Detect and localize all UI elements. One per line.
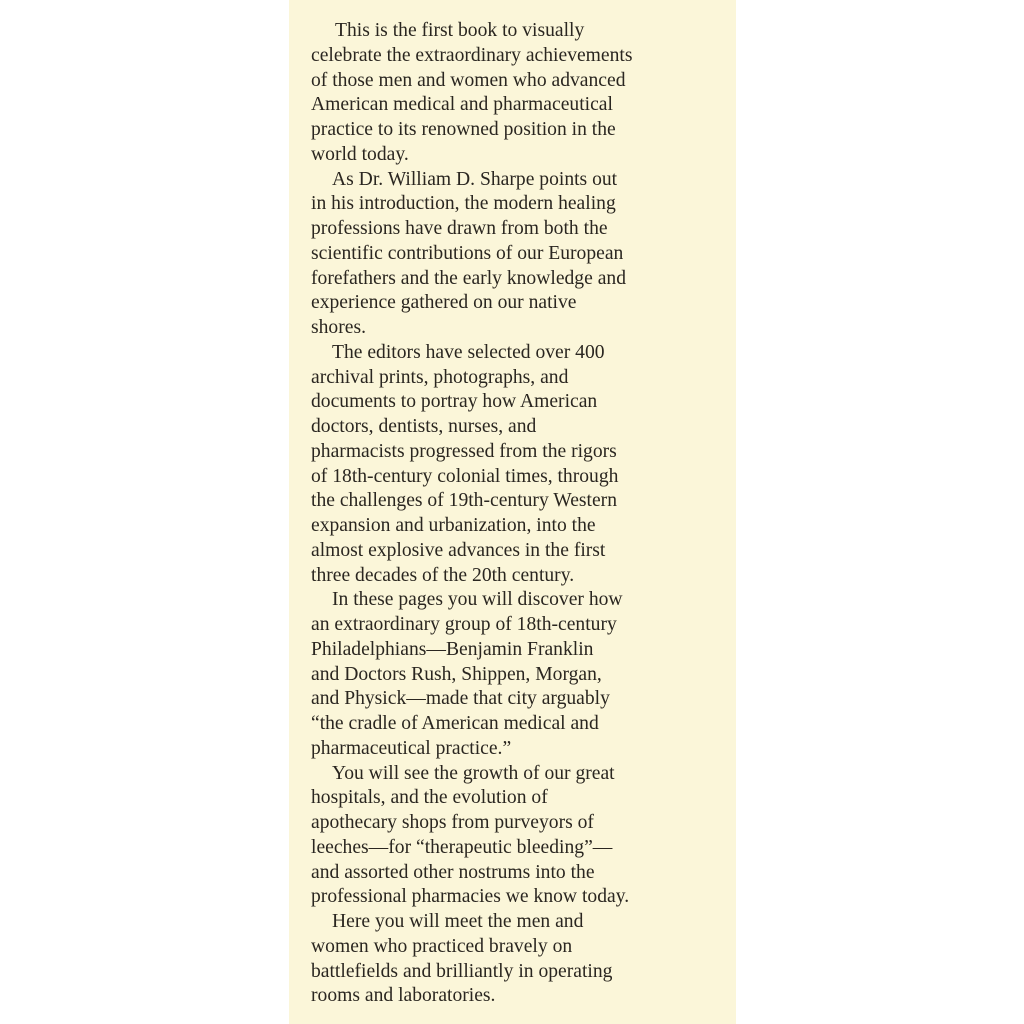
text-line: pharmaceutical practice.” <box>311 737 512 759</box>
text-line: rooms and laboratories. <box>311 985 496 1007</box>
flap-text-column <box>311 19 731 1009</box>
text-line: hospitals, and the evolution of <box>311 787 548 809</box>
text-line: In these pages you will discover how <box>332 589 623 611</box>
text-line: and assorted other nostrums into the <box>311 861 595 883</box>
text-line: women who practiced bravely on <box>311 935 573 957</box>
text-line: archival prints, photographs, and <box>311 366 569 388</box>
paragraph-editors <box>311 341 731 589</box>
paragraph-battlefields <box>311 910 731 1009</box>
text-line: professional pharmacies we know today. <box>311 886 630 908</box>
text-line: “the cradle of American medical and <box>311 713 599 734</box>
text-line: and Physick—made that city arguably <box>311 688 610 710</box>
text-line: You will see the growth of our great <box>332 762 615 784</box>
text-line: of 18th-century colonial times, through <box>311 465 619 487</box>
paragraph-sharpe <box>311 168 731 341</box>
text-line: and Doctors Rush, Shippen, Morgan, <box>311 663 602 685</box>
text-line: celebrate the extraordinary achievements <box>311 44 633 66</box>
text-line: world today. <box>311 143 409 165</box>
text-line: the challenges of 19th-century Western <box>311 490 618 512</box>
text-line: Philadelphians—Benjamin Franklin <box>311 638 594 660</box>
text-line: practice to its renowned position in the <box>311 119 616 140</box>
text-line: shores. <box>311 317 366 338</box>
text-line: scientific contributions of our European <box>311 242 624 264</box>
text-line: three decades of the 20th century. <box>311 564 575 586</box>
text-line: almost explosive advances in the first <box>311 539 606 561</box>
text-line: forefathers and the early knowledge and <box>311 267 626 289</box>
text-line: apothecary shops from purveyors of <box>311 812 594 833</box>
text-line: doctors, dentists, nurses, and <box>311 416 537 437</box>
paragraph-intro <box>311 19 731 168</box>
text-line: experience gathered on our native <box>311 292 577 314</box>
paragraph-philadelphians <box>311 588 731 761</box>
text-line: in his introduction, the modern healing <box>311 193 616 215</box>
text-line: This is the first book to visually <box>335 20 585 41</box>
text-line: documents to portray how American <box>311 391 598 413</box>
text-line: American medical and pharmaceutical <box>311 94 613 116</box>
text-line: pharmacists progressed from the rigors <box>311 440 617 462</box>
text-line: battlefields and brilliantly in operating <box>311 960 613 982</box>
book-jacket-flap <box>289 0 736 1024</box>
paragraph-hospitals <box>311 762 731 911</box>
text-line: The editors have selected over 400 <box>332 341 605 363</box>
text-line: professions have drawn from both the <box>311 218 608 239</box>
text-line: of those men and women who advanced <box>311 69 626 91</box>
text-line: expansion and urbanization, into the <box>311 515 596 536</box>
text-line: an extraordinary group of 18th-century <box>311 614 617 635</box>
text-line: leeches—for “therapeutic bleeding”— <box>311 836 613 858</box>
text-line: Here you will meet the men and <box>332 911 584 932</box>
text-line: As Dr. William D. Sharpe points out <box>332 168 618 190</box>
